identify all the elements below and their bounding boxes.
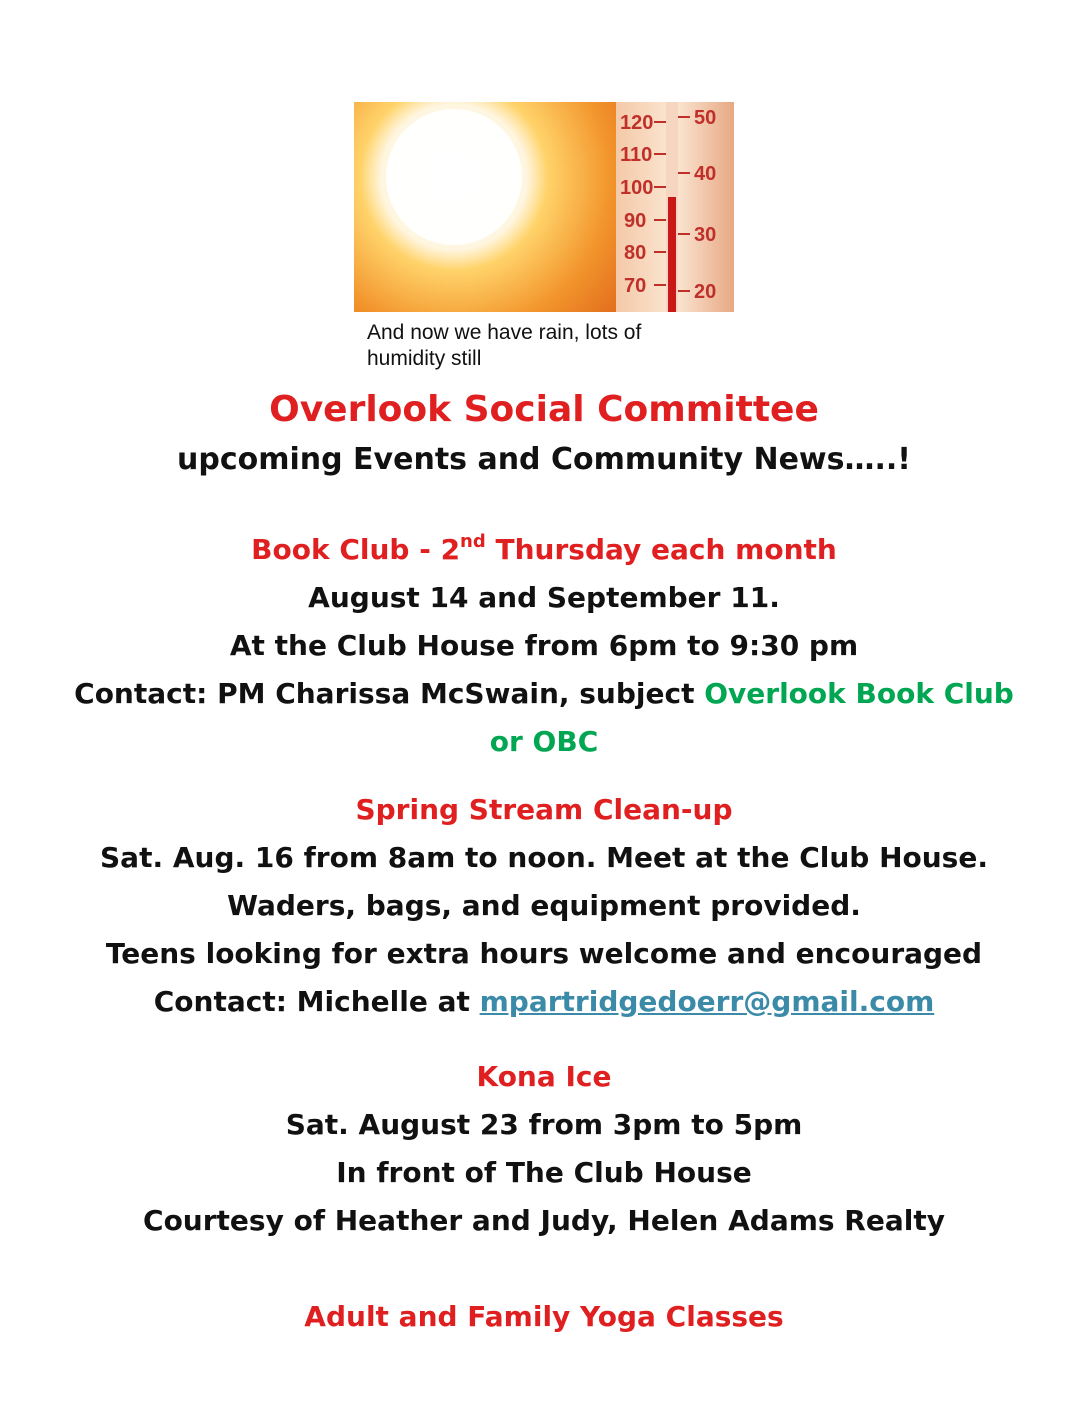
book-club-heading-b: Thursday each month <box>485 533 837 566</box>
kona-ice-heading: Kona Ice <box>476 1060 612 1093</box>
f-tick-label: 90 <box>624 210 647 232</box>
c-tick-label: 20 <box>694 281 717 303</box>
stream-cleanup-heading: Spring Stream Clean-up <box>355 793 733 826</box>
c-tick-label: 30 <box>694 224 717 246</box>
book-club-heading-sup: nd <box>460 531 486 552</box>
book-club-contact-prefix: Contact: PM Charissa McSwain, subject <box>74 677 705 710</box>
kona-ice-location: In front of The Club House <box>336 1156 752 1189</box>
stream-cleanup-contact <box>0 978 1088 1026</box>
stream-cleanup-equipment: Waders, bags, and equipment provided. <box>227 889 861 922</box>
page-subtitle: upcoming Events and Community News…..! <box>177 442 911 477</box>
book-club-subject-alt: or OBC <box>489 725 599 758</box>
book-club-heading-a: Book Club - 2 <box>251 533 461 566</box>
flyer-content <box>0 384 1088 1341</box>
caption-line-1: And now we have rain, lots of <box>367 321 642 344</box>
f-tick-label: 110 <box>620 144 653 166</box>
f-tick-label: 100 <box>620 177 654 199</box>
f-tick-label: 70 <box>624 275 647 297</box>
f-tick-label: 80 <box>624 242 647 264</box>
c-tick-label: 50 <box>694 107 717 129</box>
book-club-dates: August 14 and September 11. <box>308 581 780 614</box>
image-caption <box>367 320 707 370</box>
kona-ice-courtesy: Courtesy of Heather and Judy, Helen Adams Realty <box>143 1204 945 1237</box>
email-link[interactable]: mpartridgedoerr@gmail.com <box>479 985 935 1018</box>
page-title: Overlook Social Committee <box>269 389 819 430</box>
stream-contact-prefix: Contact: Michelle at <box>153 985 480 1018</box>
book-club-heading <box>0 526 1088 574</box>
heat-thermometer-image <box>354 102 734 312</box>
book-club-contact <box>0 670 1088 718</box>
kona-ice-time: Sat. August 23 from 3pm to 5pm <box>285 1108 803 1141</box>
c-tick-label: 40 <box>694 163 717 185</box>
yoga-heading: Adult and Family Yoga Classes <box>304 1300 784 1333</box>
stream-cleanup-time: Sat. Aug. 16 from 8am to noon. Meet at the Club House. <box>100 841 988 874</box>
f-tick-label: 120 <box>620 112 654 134</box>
caption-line-2: humidity still <box>367 347 482 370</box>
stream-cleanup-teens: Teens looking for extra hours welcome and encouraged <box>105 937 983 970</box>
book-club-subject: Overlook Book Club <box>704 677 1014 710</box>
book-club-location: At the Club House from 6pm to 9:30 pm <box>229 629 859 662</box>
